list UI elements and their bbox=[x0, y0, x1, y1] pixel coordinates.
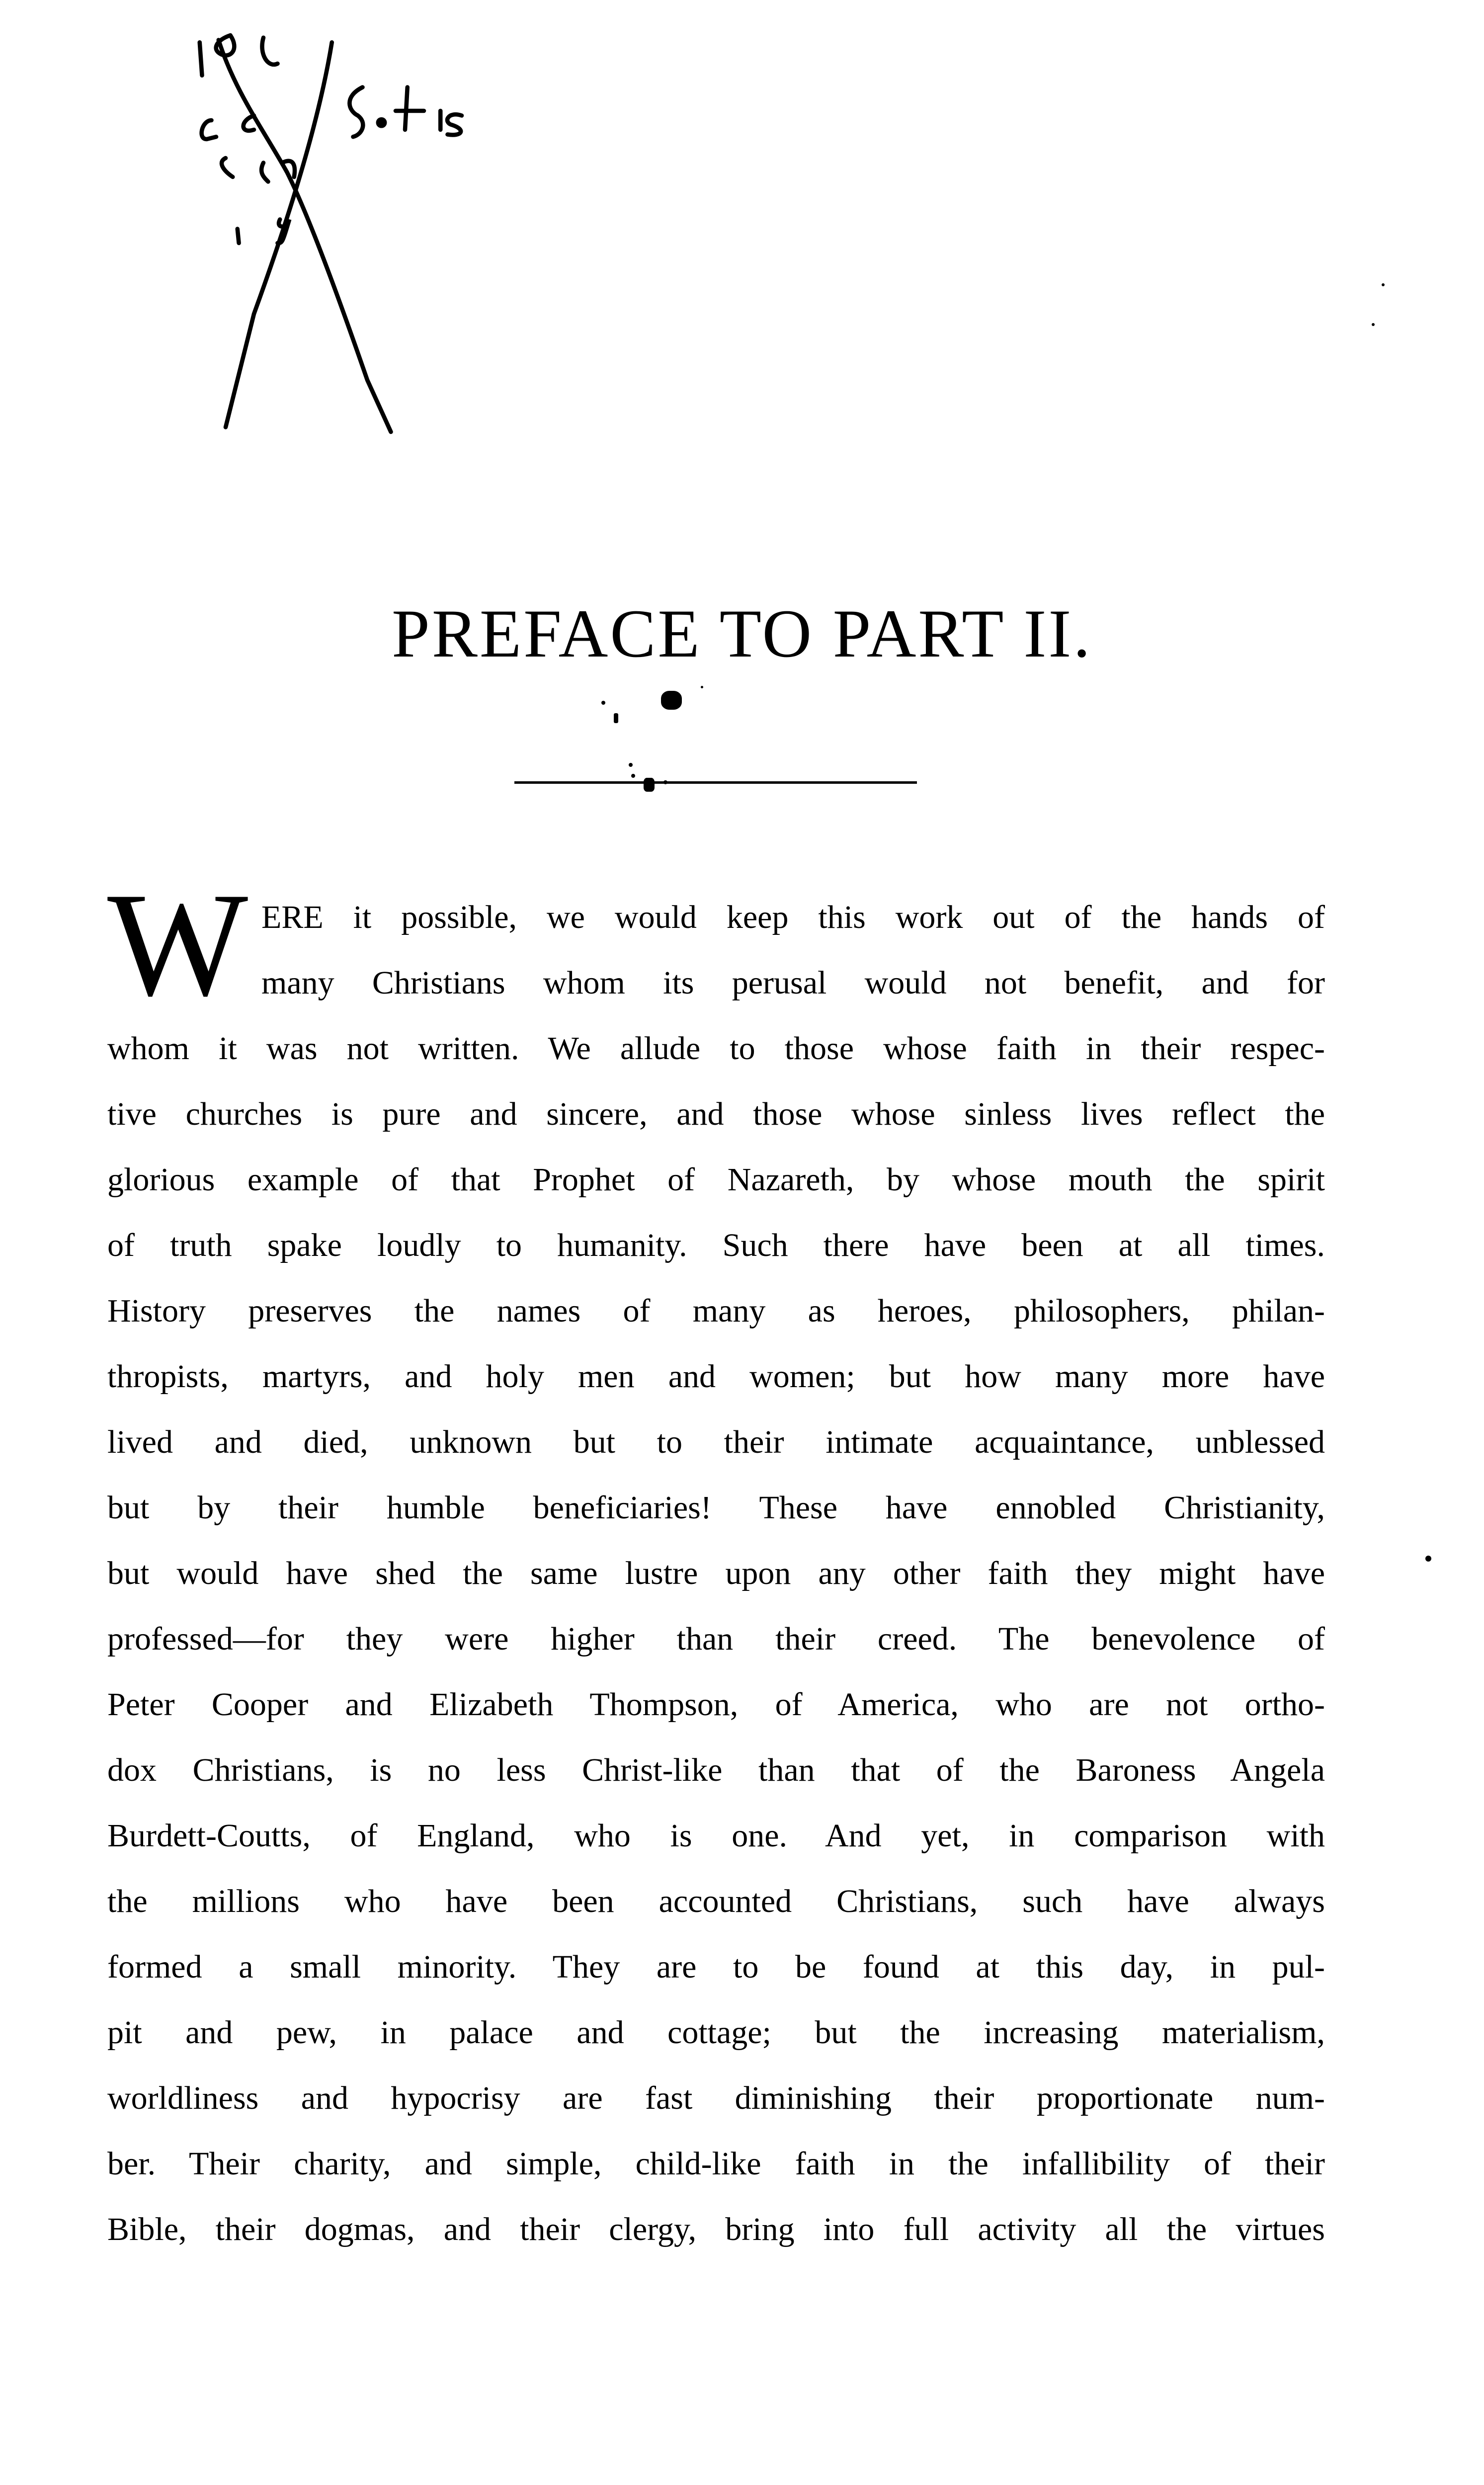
stray-speck bbox=[1382, 283, 1385, 286]
body-text bbox=[107, 885, 1325, 2262]
text-line: of truth spake loudly to humanity. Such there have been at all times. bbox=[107, 1227, 1325, 1263]
text-line: Peter Cooper and Elizabeth Thompson, of America, who are not ortho- bbox=[107, 1686, 1325, 1723]
drop-cap: W bbox=[107, 862, 248, 1027]
text-line: Burdett-Coutts, of England, who is one. And yet, in comparison with bbox=[107, 1818, 1325, 1854]
text-line: but would have shed the same lustre upon any other faith they might have bbox=[107, 1555, 1325, 1591]
text-line: the millions who have been accounted Christians, such have always bbox=[107, 1883, 1325, 1919]
text-line: whom it was not written. We allude to those whose faith in their respec- bbox=[107, 1030, 1325, 1067]
text-line: formed a small minority. They are to be found at this day, in pul- bbox=[107, 1949, 1325, 1985]
text-line: History preserves the names of many as heroes, philosophers, philan- bbox=[107, 1293, 1325, 1329]
text-line: Bible, their dogmas, and their clergy, bring into full activity all the virtues bbox=[107, 2211, 1325, 2247]
text-line: glorious example of that Prophet of Nazareth, by whose mouth the spirit bbox=[107, 1161, 1325, 1198]
text-line: many Christians whom its perusal would not benefit, and for bbox=[261, 965, 1325, 1001]
handwriting-mark-icon bbox=[169, 20, 547, 447]
text-line: thropists, martyrs, and holy men and women; but how many more have bbox=[107, 1358, 1325, 1395]
stray-speck bbox=[1372, 323, 1375, 326]
rule-ornament bbox=[616, 763, 681, 798]
handwritten-shelfmark bbox=[169, 20, 547, 447]
text-line: lived and died, unknown but to their intimate acquaintance, unblessed bbox=[107, 1424, 1325, 1460]
text-line: tive churches is pure and sincere, and those whose sinless lives reflect the bbox=[107, 1096, 1325, 1132]
text-line: worldliness and hypocrisy are fast diminishing their proportionate num- bbox=[107, 2080, 1325, 2116]
text-line: ERE it possible, we would keep this work out of the hands of bbox=[261, 899, 1325, 935]
stray-speck bbox=[1425, 1556, 1431, 1562]
text-line: but by their humble beneficiaries! These have ennobled Christianity, bbox=[107, 1490, 1325, 1526]
text-line: ber. Their charity, and simple, child-like faith in the infallibility of their bbox=[107, 2146, 1325, 2182]
ornament-specks bbox=[586, 681, 716, 736]
text-line: professed—for they were higher than their creed. The benevolence of bbox=[107, 1621, 1325, 1657]
page-title: PREFACE TO PART II. bbox=[392, 595, 1092, 671]
text-line: pit and pew, in palace and cottage; but the increasing materialism, bbox=[107, 2014, 1325, 2051]
text-line: dox Christians, is no less Christ-like than that of the Baroness Angela bbox=[107, 1752, 1325, 1788]
divider-rule bbox=[514, 781, 917, 784]
